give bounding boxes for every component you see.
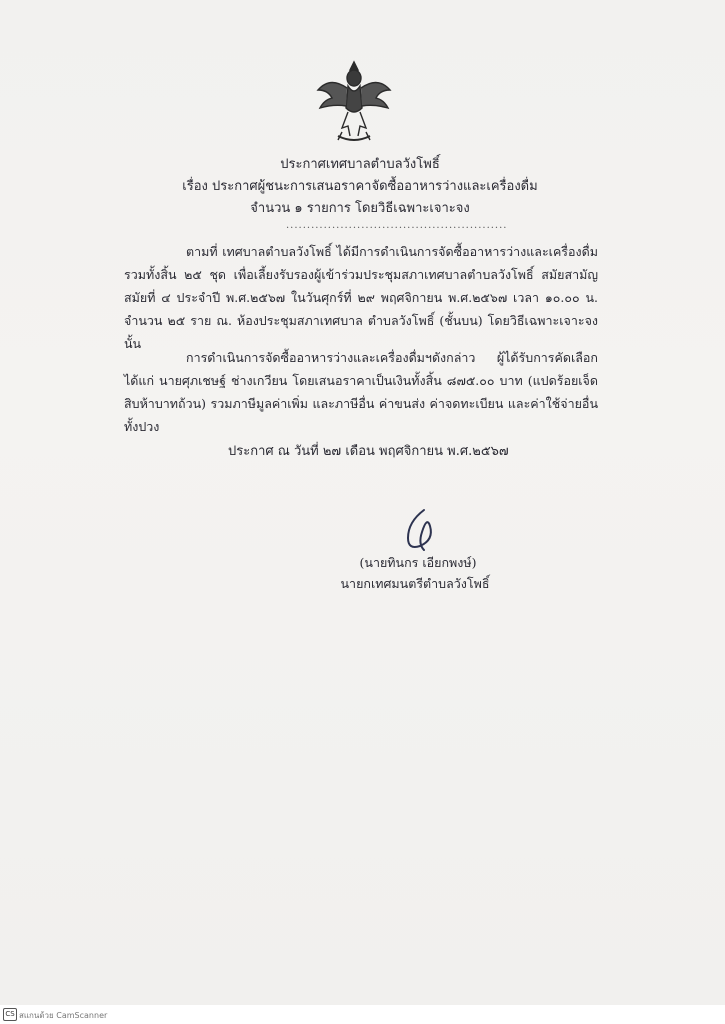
handwritten-signature xyxy=(394,504,450,554)
announcement-title: ประกาศเทศบาลตำบลวังโพธิ์ xyxy=(280,157,440,172)
announcement-quantity-method: จำนวน ๑ รายการ โดยวิธีเฉพาะเจาะจง xyxy=(250,201,470,216)
garuda-emblem-icon xyxy=(312,56,396,146)
scanner-footer xyxy=(0,1005,725,1024)
announcement-date: ประกาศ ณ วันที่ ๒๗ เดือน พฤศจิกายน พ.ศ.๒๕๖๗ xyxy=(228,444,509,459)
separator-dots: ..................................................... xyxy=(286,220,508,231)
scanner-watermark-text: สแกนด้วย CamScanner xyxy=(19,1011,108,1020)
camscanner-logo-icon: CS xyxy=(3,1008,17,1021)
body-paragraph-1: ตามที่ เทศบาลตำบลวังโพธิ์ ได้มีการดำเนินการจัดซื้ออาหารว่างและเครื่องดื่ม รวมทั้งสิ้น ๒๕ ชุด เพื่อเลี้ยงรับรองผู้เข้าร่วมประชุมสภาเทศบาลตำบลวังโพธิ์ สมัยสามัญ สมัยที่ ๔ ประจำปี พ.ศ.๒๕๖๗ ในวันศุกร์ที่ ๒๙ พฤศจิกายน พ.ศ.๒๕๖๗ เวลา ๑๐.๐๐ น. จำนวน ๒๕ ราย ณ. ห้องประชุมสภาเทศบาล ตำบลวังโพธิ์ (ชั้นบน) โดยวิธีเฉพาะเจาะจง นั้น xyxy=(124,244,598,351)
signatory-position: นายกเทศมนตรีตำบลวังโพธิ์ xyxy=(340,576,490,591)
body-paragraph-2: การดำเนินการจัดซื้ออาหารว่างและเครื่องดื่มฯดังกล่าว ผู้ได้รับการคัดเลือก ได้แก่ นายศุภเชษฐ์ ช่างเกวียน โดยเสนอราคาเป็นเงินทั้งสิ้น ๘๗๕.๐๐ บาท (แปดร้อยเจ็ดสิบห้าบาทถ้วน) รวมภาษีมูลค่าเพิ่ม และภาษีอื่น ค่าขนส่ง ค่าจดทะเบียน และค่าใช้จ่ายอื่นทั้งปวง xyxy=(124,350,598,434)
signatory-name: (นายทินกร เอียกพงษ์) xyxy=(359,555,477,570)
announcement-subject: เรื่อง ประกาศผู้ชนะการเสนอราคาจัดซื้ออาหารว่างและเครื่องดื่ม xyxy=(182,179,538,194)
